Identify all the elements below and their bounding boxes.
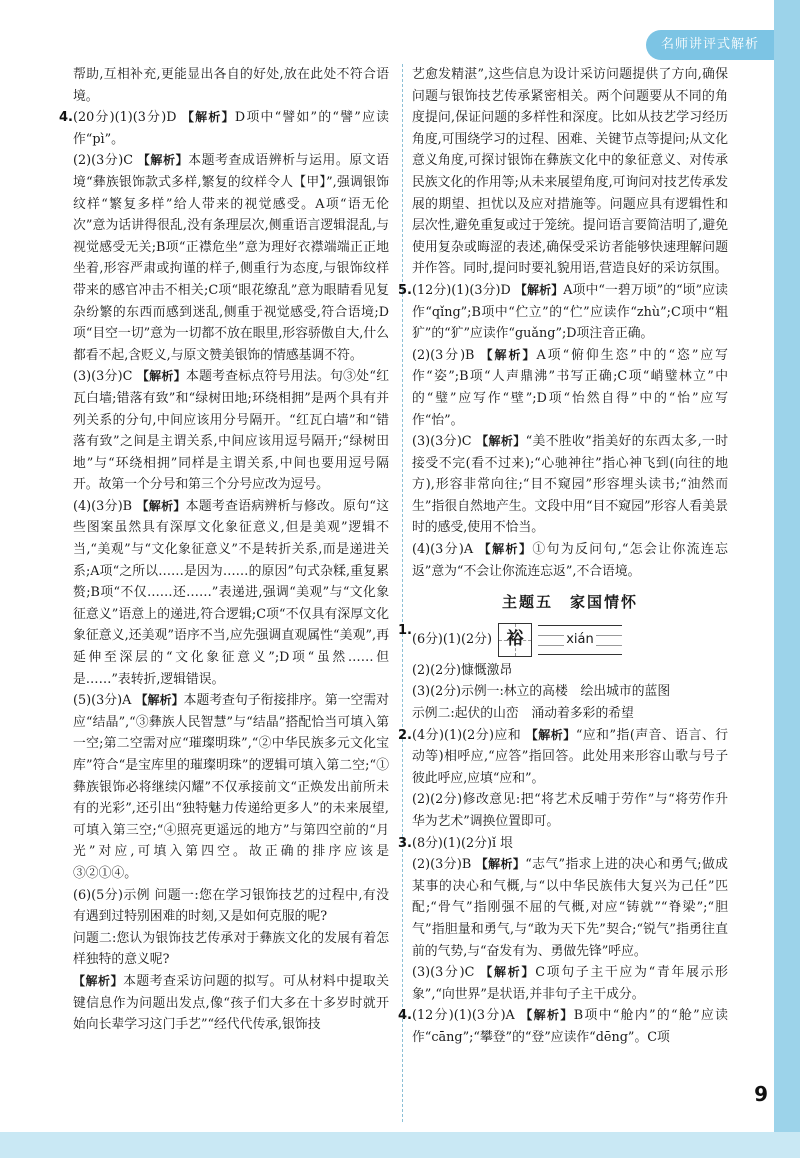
answer-paragraph <box>412 539 728 582</box>
answer-paragraph <box>412 703 728 725</box>
answer-text: 【解析】本题考查采访问题的拟写。可从材料中提取关键信息作为问题出发点,像“孩子们大多在十多岁时就开始向长辈学习这门手艺”“经代代传承,银饰技 <box>73 973 389 1033</box>
pinyin-lines-box <box>538 625 622 655</box>
question-number: 5. <box>398 282 412 298</box>
tian-grid-box <box>498 623 532 657</box>
question-number: 3. <box>398 835 412 851</box>
answer-text: (3)(3分)C 【解析】本题考查标点符号用法。句③处“红瓦白墙;错落有致”和“绿树田地;环绕相拥”是两个具有并列关系的分句,中间应该用分号隔开。“红瓦白墙”和“错落有致”之间是主谓关系,中间应该用逗号隔开;“绿树田地”与“环绕相拥”同样是主谓关系,中间也要用逗号隔开。故第一个分号和第三个分号应改为逗号。 <box>73 369 389 493</box>
answer-text: 问题二:您认为银饰技艺传承对于彝族文化的发展有着怎样独特的意义呢? <box>73 930 389 968</box>
answer-text: (6)(5分)示例 问题一:您在学习银饰技艺的过程中,有没有遇到过特别困难的时刻,又是如何克服的呢? <box>73 887 389 925</box>
answer-paragraph <box>73 366 389 496</box>
answer-text: (2)(3分)C 【解析】本题考查成语辨析与运用。原文语境“彝族银饰款式多样,繁复的纹样令人【甲】”,强调银饰纹样“繁复多样”给人带来的视觉感受。A项“语无伦次”意为话讲得很乱,没有条理层次,侧重语言逻辑混乱,与视觉感受无关;B项“正襟危坐”意为理好衣襟端端正正地坐着,形容严肃或拘谨的样子,侧重行为态度,与银饰纹样带来的感官冲击不相关;C项“眼花缭乱”意为眼睛看见复杂纷繁的东西而感到迷乱,侧重于视觉感受,符合语境;D项“目空一切”意为一切都不放在眼里,形容骄傲自大,什么都看不起,含贬义,与原文赞美银饰的情感基调不符。 <box>73 153 389 363</box>
right-bottom-block <box>398 660 729 1049</box>
answer-text: (3)(2分)示例一:林立的高楼 绘出城市的蓝图 <box>412 684 671 700</box>
analysis-tag: 【解析】 <box>525 727 576 742</box>
question-number: 4. <box>398 1008 412 1024</box>
answer-paragraph <box>73 150 389 366</box>
question-number: 4. <box>59 110 73 126</box>
answer-text: (4)(3分)A 【解析】①句为反问句,“怎会让你流连忘返”意为“不会让你流连忘返”,不合语境。 <box>412 542 728 579</box>
analysis-tag: 【解析】 <box>136 369 187 384</box>
answer-paragraph <box>412 854 728 962</box>
analysis-tag: 【解析】 <box>480 347 537 362</box>
analysis-tag: 【解析】 <box>136 498 186 513</box>
right-top-block <box>398 64 728 582</box>
pinyin-text: xián <box>564 629 596 651</box>
answer-paragraph <box>73 690 389 884</box>
analysis-tag: 【解析】 <box>478 542 533 557</box>
answer-paragraph <box>398 725 729 790</box>
answer-paragraph <box>412 660 728 682</box>
answer-text: (8分)(1)(2分)ǐ 垠 <box>412 835 513 851</box>
answer-paragraph <box>59 107 389 150</box>
answer-paragraph <box>73 971 389 1036</box>
answer-text: (3)(3分)C 【解析】“美不胜收”指美好的东西太多,一时接受不完(看不过来);“心驰神往”指心神飞到(向往的地方),形容非常向往;“目不窥园”形容埋头读书;“油然而生”指很自然地产生。文段中用“目不窥园”形容人看美景时的感受,使用不恰当。 <box>412 434 728 536</box>
grid-char: 裕 <box>506 629 524 650</box>
answer-text: (12分)(1)(3分)A 【解析】B项中“舱内”的“舱”应读作“cāng”;“攀登”的“登”应读作“dēng”。C项 <box>412 1008 728 1045</box>
analysis-tag: 【解析】 <box>514 282 564 297</box>
answer-paragraph <box>412 64 728 280</box>
answer-paragraph <box>398 1005 728 1048</box>
analysis-tag: 【解析】 <box>135 693 184 708</box>
answer-paragraph <box>73 885 389 928</box>
answer-paragraph <box>73 496 389 690</box>
analysis-tag: 【解析】 <box>181 110 235 125</box>
answer-text: (2)(2分)修改意见:把“将艺术反哺于劳作”与“将劳作升华为艺术”调换位置即可。 <box>412 792 728 829</box>
analysis-tag: 【解析】 <box>480 965 536 980</box>
answer-paragraph <box>412 431 728 539</box>
answer-paragraph <box>412 681 728 703</box>
answer-text: (20分)(1)(3分)D 【解析】D项中“譬如”的“譬”应读作“pì”。 <box>73 110 389 147</box>
analysis-tag: 【解析】 <box>476 434 526 449</box>
answer-text: (5)(3分)A 【解析】本题考查句子衔接排序。第一空需对应“结晶”,“③彝族人民智慧”与“结晶”搭配恰当可填入第一空;第二空需对应“璀璨明珠”,“②中华民族多元文化宝库”符合“是宝库里的璀璨明珠”的逻辑可填入第二空;“①彝族银饰必将继续闪耀”不仅承接前文“正焕发出前所未有的光彩”,还引出“独特魅力传递给更多人”的未来展望,可填入第三空;“④照亮更遥远的地方”与第四空前的“月光”对应,可填入第四空。故正确的排序应该是③②①④。 <box>73 693 389 881</box>
left-column <box>59 64 389 1036</box>
bottom-band <box>0 1132 800 1158</box>
answer-text: (2)(3分)B 【解析】“志气”指求上进的决心和勇气;做成某事的决心和气概,与“以中华民族伟大复兴为己任”匹配;“骨气”指刚强不屈的气概,对应“铸就”“脊梁”;“胆气”指胆量和勇气,与“敢为天下先”契合;“锐气”指勇往直前的气势,与“奋发有为、勇做先锋”呼应。 <box>412 857 728 959</box>
answer-text: 艺愈发精湛”,这些信息为设计采访问题提供了方向,确保问题与银饰技艺传承紧密相关。两个问题要从不同的角度提问,保证问题的多样性和深度。比如从技艺学习经历角度,可围绕学习的过程、困难、关键节点等提问;从文化意义角度,可探讨银饰在彝族文化中的象征意义、对传承民族文化的作用等;从未来展望角度,可询问对技艺传承发展的期望、担忧以及应对措施等。问题应具有逻辑性和层次性,避免重复或过于笼统。提问语言要简洁明了,避免使用复杂或晦涩的表述,确保受采访者能够快速理解问题并作答。同时,提问时要礼貌用语,营造良好的采访氛围。 <box>412 67 728 277</box>
answer-paragraph <box>398 833 728 855</box>
question-number: 1. <box>398 622 412 638</box>
right-column <box>398 64 729 1049</box>
answer-text: 示例二:起伏的山峦 涌动着多彩的希望 <box>412 706 634 722</box>
page-number: 9 <box>754 1082 768 1106</box>
header-title: 名师讲评式解析 <box>646 30 774 60</box>
analysis-tag: 【解析】 <box>137 153 189 168</box>
answer-paragraph <box>412 789 728 832</box>
answer-text: 帮助,互相补充,更能显出各自的好处,放在此处不符合语境。 <box>73 67 389 104</box>
answer-text: (4分)(1)(2分)应和 【解析】“应和”指(声音、语言、行动等)相呼应,“应答”指回答。此处用来形容山歌与号子彼此呼应,应填“应和”。 <box>412 727 729 786</box>
analysis-tag: 【解析】 <box>520 1008 574 1023</box>
answer-text: (3)(3分)C 【解析】C项句子主干应为“青年展示形象”,“向世界”是状语,并非句子主干成分。 <box>412 965 728 1002</box>
analysis-tag: 【解析】 <box>73 973 124 988</box>
answer-paragraph <box>73 928 389 971</box>
answer-paragraph <box>73 64 389 107</box>
column-divider <box>402 64 403 1122</box>
answer-text: (2)(3分)B 【解析】A项“俯仰生恣”中的“恣”应写作“姿”;B项“人声鼎沸”书写正确;C项“峭璧林立”中的“璧”应写作“壁”;D项“怡然自得”中的“怡”应写作“怡”。 <box>412 347 728 428</box>
side-band <box>774 0 800 1158</box>
analysis-tag: 【解析】 <box>475 857 526 872</box>
answer-paragraph <box>412 345 728 431</box>
q1-row <box>398 620 728 660</box>
question-number: 2. <box>398 727 412 743</box>
answer-paragraph <box>398 280 728 345</box>
answer-text: (12分)(1)(3分)D 【解析】A项中“一碧万顷”的“顷”应读作“qǐng”;B项中“伫立”的“伫”应读作“zhù”;C项中“粗犷”的“犷”应读作“guǎng”;D项注音正确。 <box>412 282 728 342</box>
answer-paragraph <box>412 962 728 1005</box>
q1-prefix: (6分)(1)(2分) <box>412 632 492 648</box>
section-title: 主题五 家国情怀 <box>501 593 638 612</box>
answer-text: (4)(3分)B 【解析】本题考查语病辨析与修改。原句“这些图案虽然具有深厚文化象征意义,但是美观”逻辑不当,“美观”与“文化象征意义”不是转折关系,而是递进关系;A项“之所以……是因为……的原因”句式杂糅,重复累赘;B项“不仅……还……”表递进,强调“美观”与“文化象征意义”语意上的递进,符合逻辑;C项“不仅具有深厚文化象征意义,还美观”语序不当,应先强调直观属性“美观”,再延伸至深层的“文化象征意义”;D项“虽然……但是……”表转折,逻辑错误。 <box>73 498 389 687</box>
answer-text: (2)(2分)慷慨激昂 <box>412 662 513 678</box>
